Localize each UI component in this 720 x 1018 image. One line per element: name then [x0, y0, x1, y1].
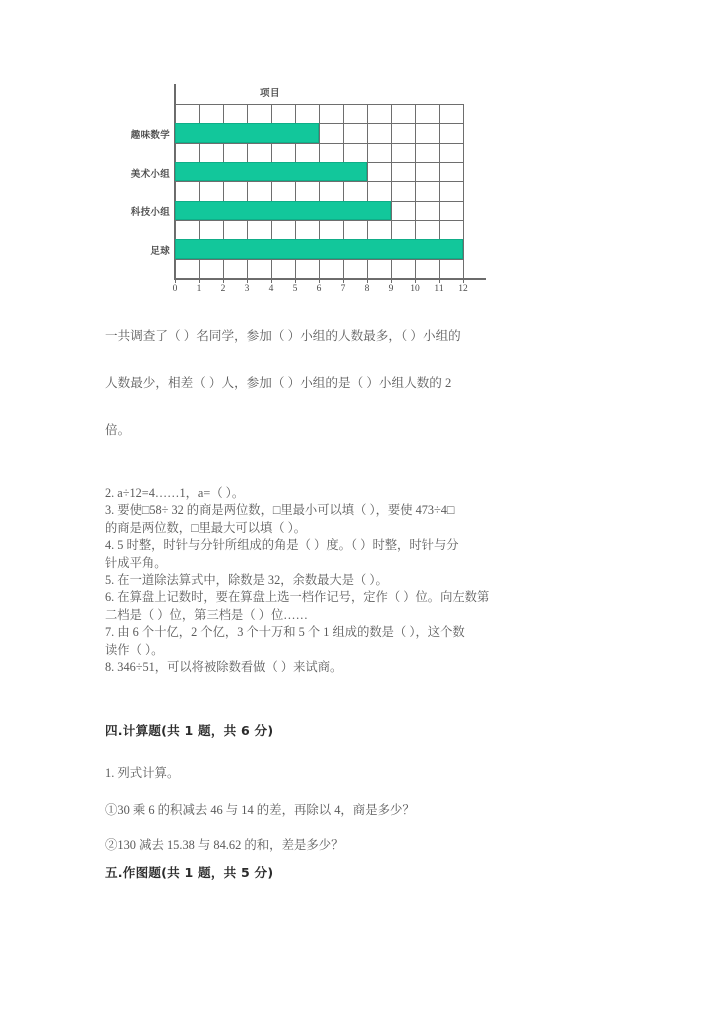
chart-tick — [463, 279, 464, 283]
chart-tick-label: 7 — [340, 284, 346, 294]
chart-tick — [175, 279, 176, 283]
calc-item-1: ①30 乘 6 的积减去 46 与 14 的差，再除以 4，商是多少？ — [105, 803, 415, 817]
chart-tick — [223, 279, 224, 283]
question-list — [105, 485, 617, 676]
section-heading-five: 五.作图题(共 1 题，共 5 分) — [105, 865, 274, 880]
chart-category-label: 科技小组 — [130, 207, 170, 219]
question-item: 8. 346÷51，可以将被除数看做（ ）来试商。 — [105, 660, 343, 675]
chart-tick — [343, 279, 344, 283]
chart-gridline-vertical — [463, 104, 464, 278]
question-item: 2. a÷12=4……1，a=（ ）。 — [105, 486, 245, 500]
section-heading-four: 四.计算题(共 1 题，共 6 分) — [105, 723, 274, 738]
question-item: 7. 由 6 个十亿，2 个亿，3 个十万和 5 个 1 组成的数是（ ），这个数 — [105, 625, 465, 640]
chart-tick — [295, 279, 296, 283]
chart-category-label: 足球 — [150, 246, 170, 257]
chart-bar — [175, 162, 367, 181]
bar-chart — [104, 84, 534, 296]
calc-sub-heading: 1. 列式计算。 — [105, 766, 180, 780]
chart-tick-label: 11 — [434, 284, 444, 294]
chart-tick — [391, 279, 392, 283]
chart-tick-label: 0 — [172, 284, 178, 294]
chart-category-label: 美术小组 — [130, 168, 170, 180]
chart-tick-label: 6 — [316, 284, 322, 294]
question-item: 针成平角。 — [105, 555, 167, 570]
chart-bar — [175, 201, 391, 220]
chart-tick — [271, 279, 272, 283]
chart-tick-label: 2 — [220, 284, 226, 294]
chart-tick — [199, 279, 200, 283]
chart-bar — [175, 123, 319, 142]
chart-title: 项目 — [260, 88, 281, 99]
chart-tick-label: 12 — [458, 284, 468, 294]
chart-tick — [415, 279, 416, 283]
chart-gridline-horizontal — [175, 104, 463, 105]
chart-category-labels — [104, 84, 172, 274]
question-item: 二档是（ ）位，第三档是（ ）位…… — [105, 607, 308, 622]
question-item: 的商是两位数，□里最大可以填（ ）。 — [105, 520, 307, 535]
fill-blank-line-1: 一共调查了（ ）名同学，参加（ ）小组的人数最多，（ ）小组的 — [105, 329, 461, 343]
fill-blank-line-3: 倍。 — [105, 423, 131, 437]
chart-gridline-horizontal — [175, 143, 463, 144]
chart-tick-label: 9 — [388, 284, 394, 294]
chart-tick — [247, 279, 248, 283]
chart-bar — [175, 239, 463, 258]
chart-tick-label: 1 — [196, 284, 202, 294]
chart-tick — [367, 279, 368, 283]
question-item: 3. 要使□58÷ 32 的商是两位数，□里最小可以填（ ），要使 473÷4□ — [105, 503, 455, 518]
chart-tick — [439, 279, 440, 283]
chart-gridline-horizontal — [175, 259, 463, 260]
chart-tick-label: 3 — [244, 284, 250, 294]
chart-gridline-horizontal — [175, 220, 463, 221]
question-item: 读作（ ）。 — [105, 642, 164, 657]
question-item: 4. 5 时整，时针与分针所组成的角是（ ）度。（ ）时整，时针与分 — [105, 538, 459, 553]
calc-item-2: ②130 减去 15.38 与 84.62 的和，差是多少？ — [105, 838, 344, 852]
question-item: 6. 在算盘上记数时，要在算盘上选一档作记号，定作（ ）位。向左数第 — [105, 590, 490, 605]
chart-tick-label: 8 — [364, 284, 370, 294]
chart-tick-label: 4 — [268, 284, 274, 294]
chart-category-label: 趣味数学 — [130, 130, 170, 141]
question-item: 5. 在一道除法算式中，除数是 32，余数最大是（ ）。 — [105, 573, 388, 588]
chart-tick — [319, 279, 320, 283]
chart-plot-area — [172, 84, 474, 294]
fill-blank-line-2: 人数最少，相差（ ）人，参加（ ）小组的是（ ）小组人数的 2 — [105, 376, 452, 390]
chart-tick-label: 5 — [292, 284, 298, 294]
chart-gridline-horizontal — [175, 181, 463, 182]
chart-tick-label: 10 — [410, 284, 420, 294]
